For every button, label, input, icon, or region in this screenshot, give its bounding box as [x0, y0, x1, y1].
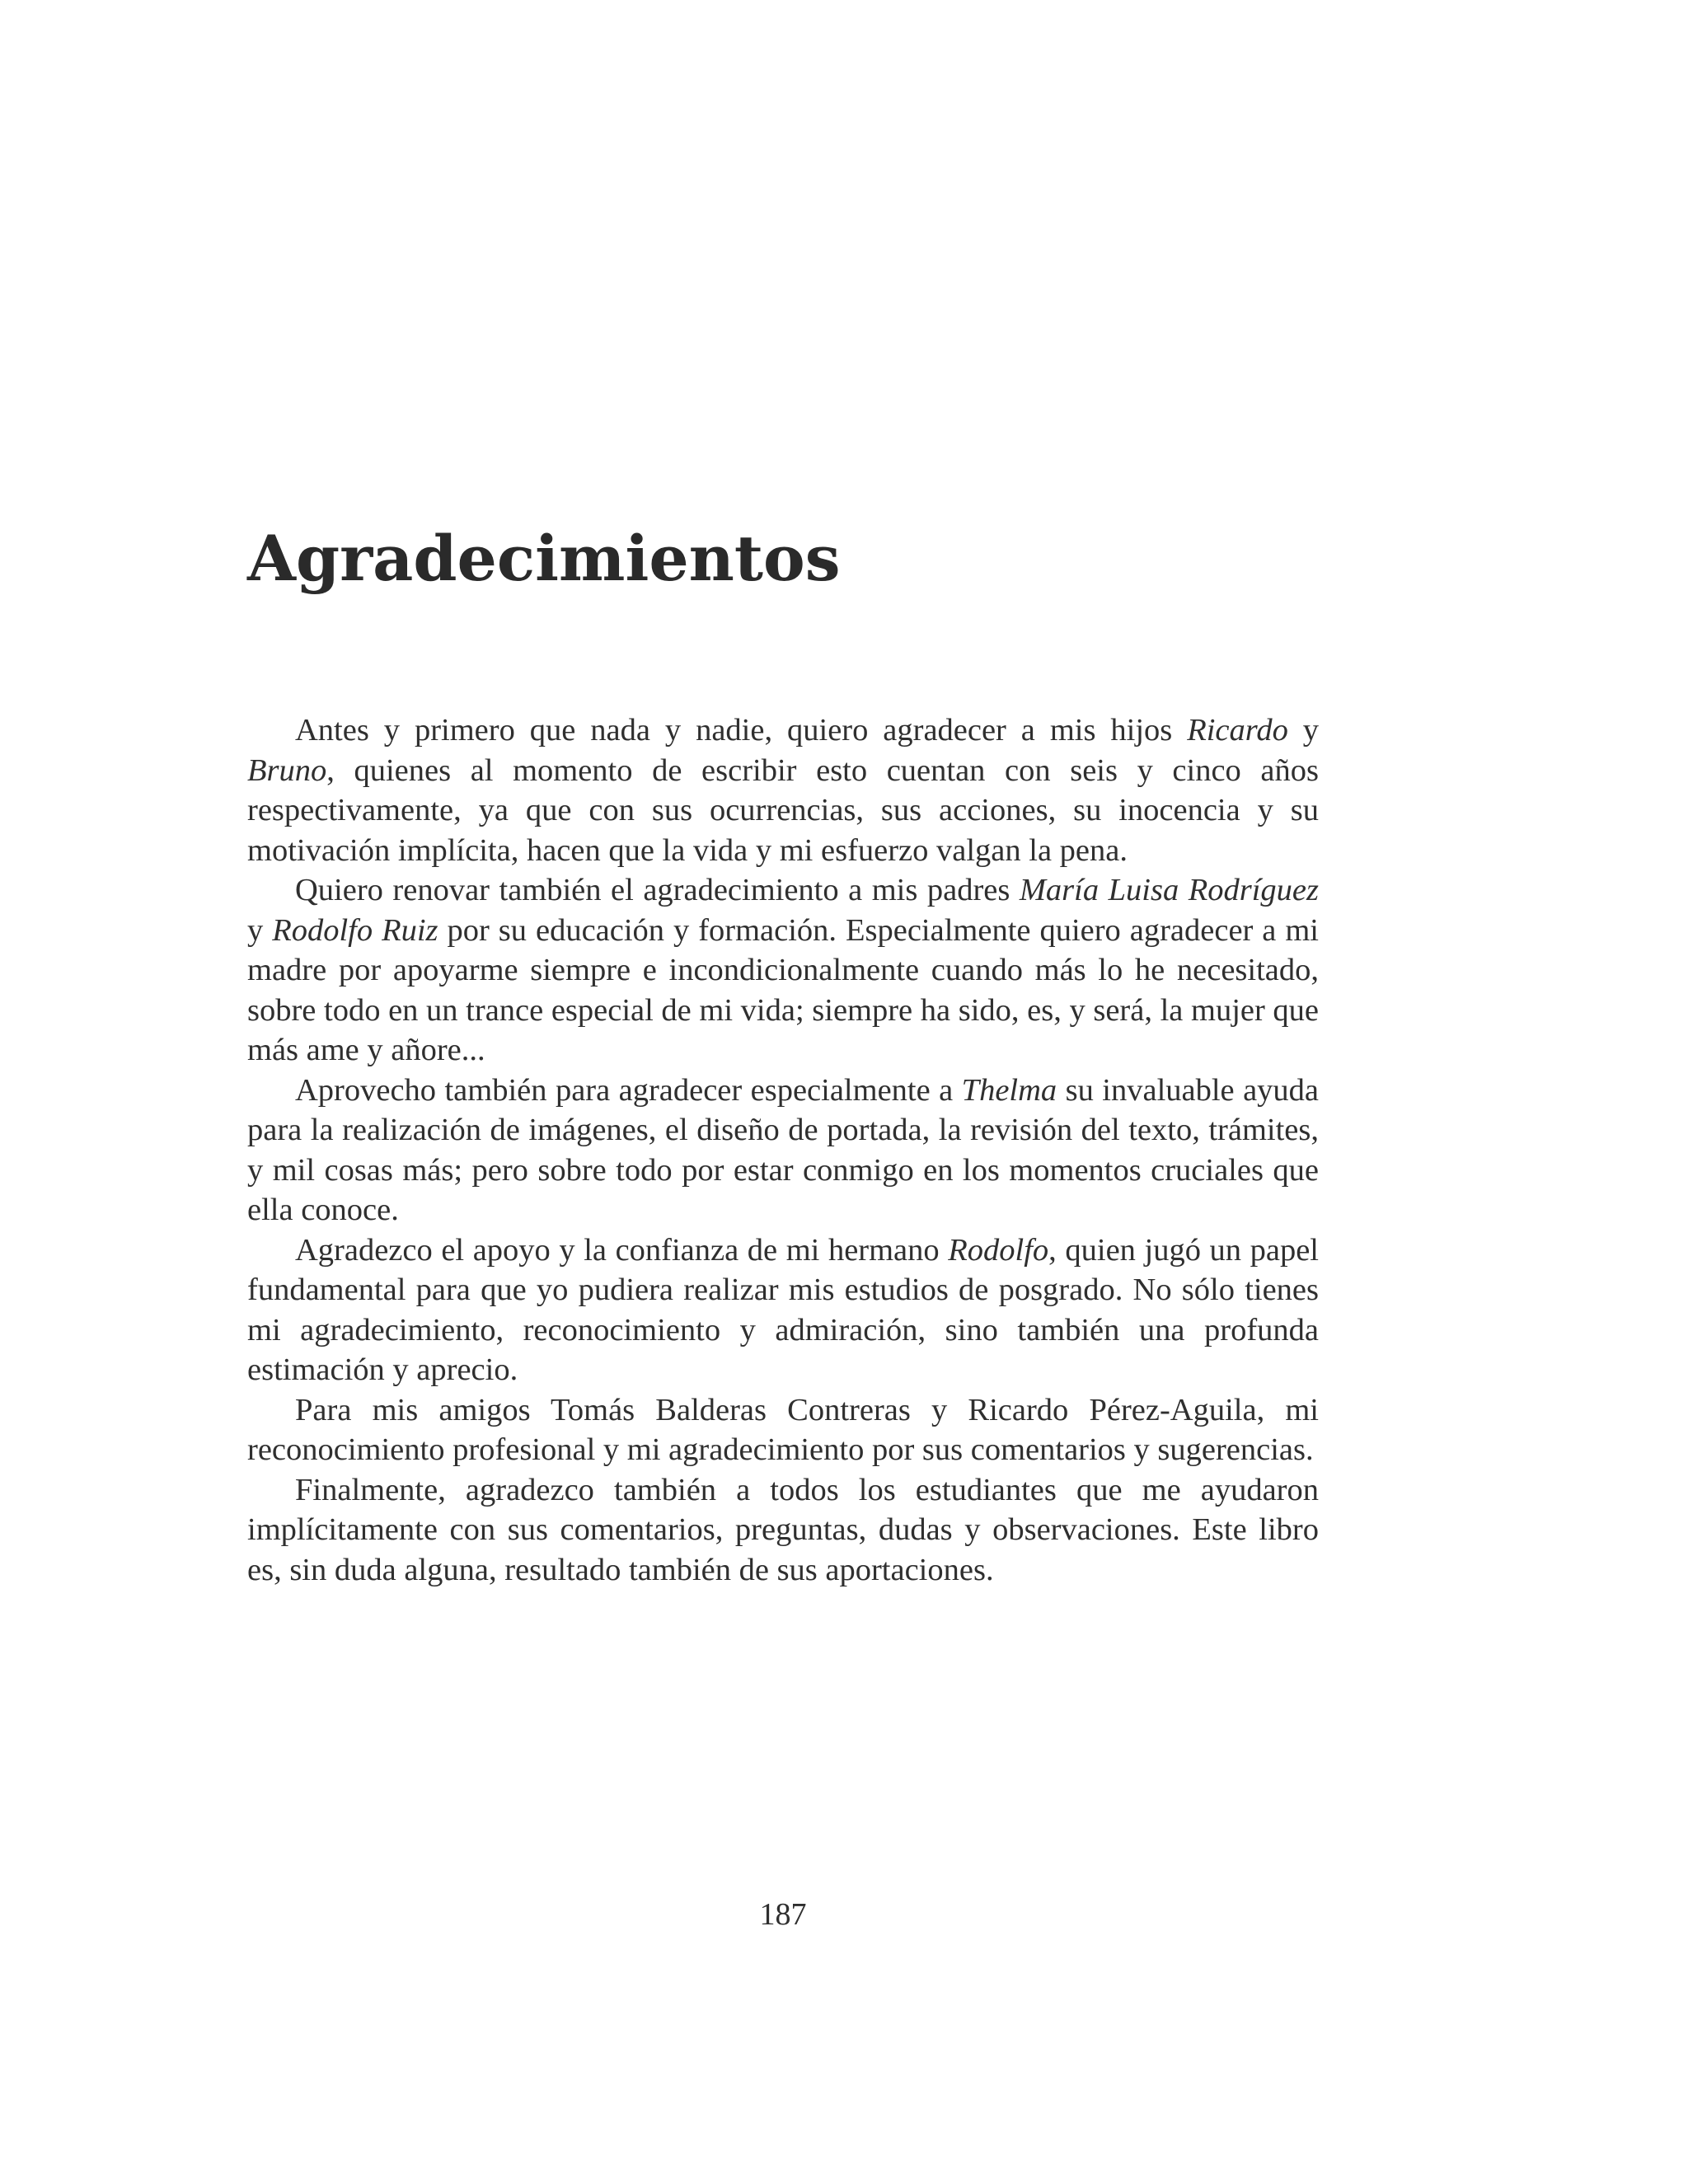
paragraph-thelma — [247, 1071, 1319, 1230]
chapter-title: Agradecimientos — [247, 522, 841, 595]
name-ricardo: Ricardo — [1187, 713, 1288, 748]
paragraph-students: Finalmente, agradezco también a todos los estudiantes que me ayudaron implícitamente con sus comentarios, preguntas, dudas y observaciones. Este libro es, sin duda alguna, resultado también de sus aportaciones. — [247, 1472, 1319, 1587]
name-maria-luisa: María Luisa Rodríguez — [1019, 873, 1319, 907]
name-bruno: Bruno — [247, 752, 327, 788]
text-run: Aprovecho también para agradecer especialmente a — [295, 1072, 962, 1108]
name-thelma: Thelma — [961, 1072, 1057, 1108]
text-run: , quienes al momento de escribir esto cuentan con seis y cinco años respectivamente, ya que con sus ocurrencias, sus acciones, su inocencia y su motivación implícita, hacen que la vida y mi esfuerzo valgan la pena. — [247, 752, 1319, 868]
text-run: y — [247, 912, 273, 948]
text-run: Antes y primero que nada y nadie, quiero agradecer a mis hijos — [295, 713, 1188, 748]
text-run: Agradezco el apoyo y la confianza de mi hermano — [295, 1232, 949, 1268]
paragraph-brother — [247, 1230, 1319, 1390]
chapter-body — [247, 710, 1319, 1590]
paragraph-friends: Para mis amigos Tomás Balderas Contreras y Ricardo Pérez-Aguila, mi reconocimiento profesional y mi agradecimiento por sus comentarios y sugerencias. — [247, 1392, 1319, 1467]
text-run: su invaluable ayuda para la realización de imágenes, el diseño de portada, la revisión del texto, trámites, y mil cosas más; pero sobre todo por estar conmigo en los momentos cruciales que ella conoce. — [247, 1072, 1319, 1227]
name-rodolfo: Rodolfo — [948, 1232, 1049, 1268]
text-run: y — [1287, 713, 1320, 748]
paragraph-children — [247, 710, 1319, 870]
text-run: , quien jugó un papel fundamental para que yo pudiera realizar mis estudios de posgrado. No sólo tienes mi agradecimiento, reconocimiento y admiración, sino también una profunda estimación y aprecio. — [247, 1232, 1319, 1387]
paragraph-parents — [247, 870, 1319, 1071]
name-rodolfo-ruiz: Rodolfo Ruiz — [272, 912, 438, 948]
page-number: 187 — [759, 1897, 807, 1932]
text-run: Quiero renovar también el agradecimiento a mis padres — [295, 873, 1020, 907]
text-run: por su educación y formación. Especialmente quiero agradecer a mi madre por apoyarme siempre e incondicionalmente cuando más lo he necesitado, sobre todo en un trance especial de mi vida; siempre ha sido, es, y será, la mujer que más ame y añore... — [247, 912, 1320, 1067]
